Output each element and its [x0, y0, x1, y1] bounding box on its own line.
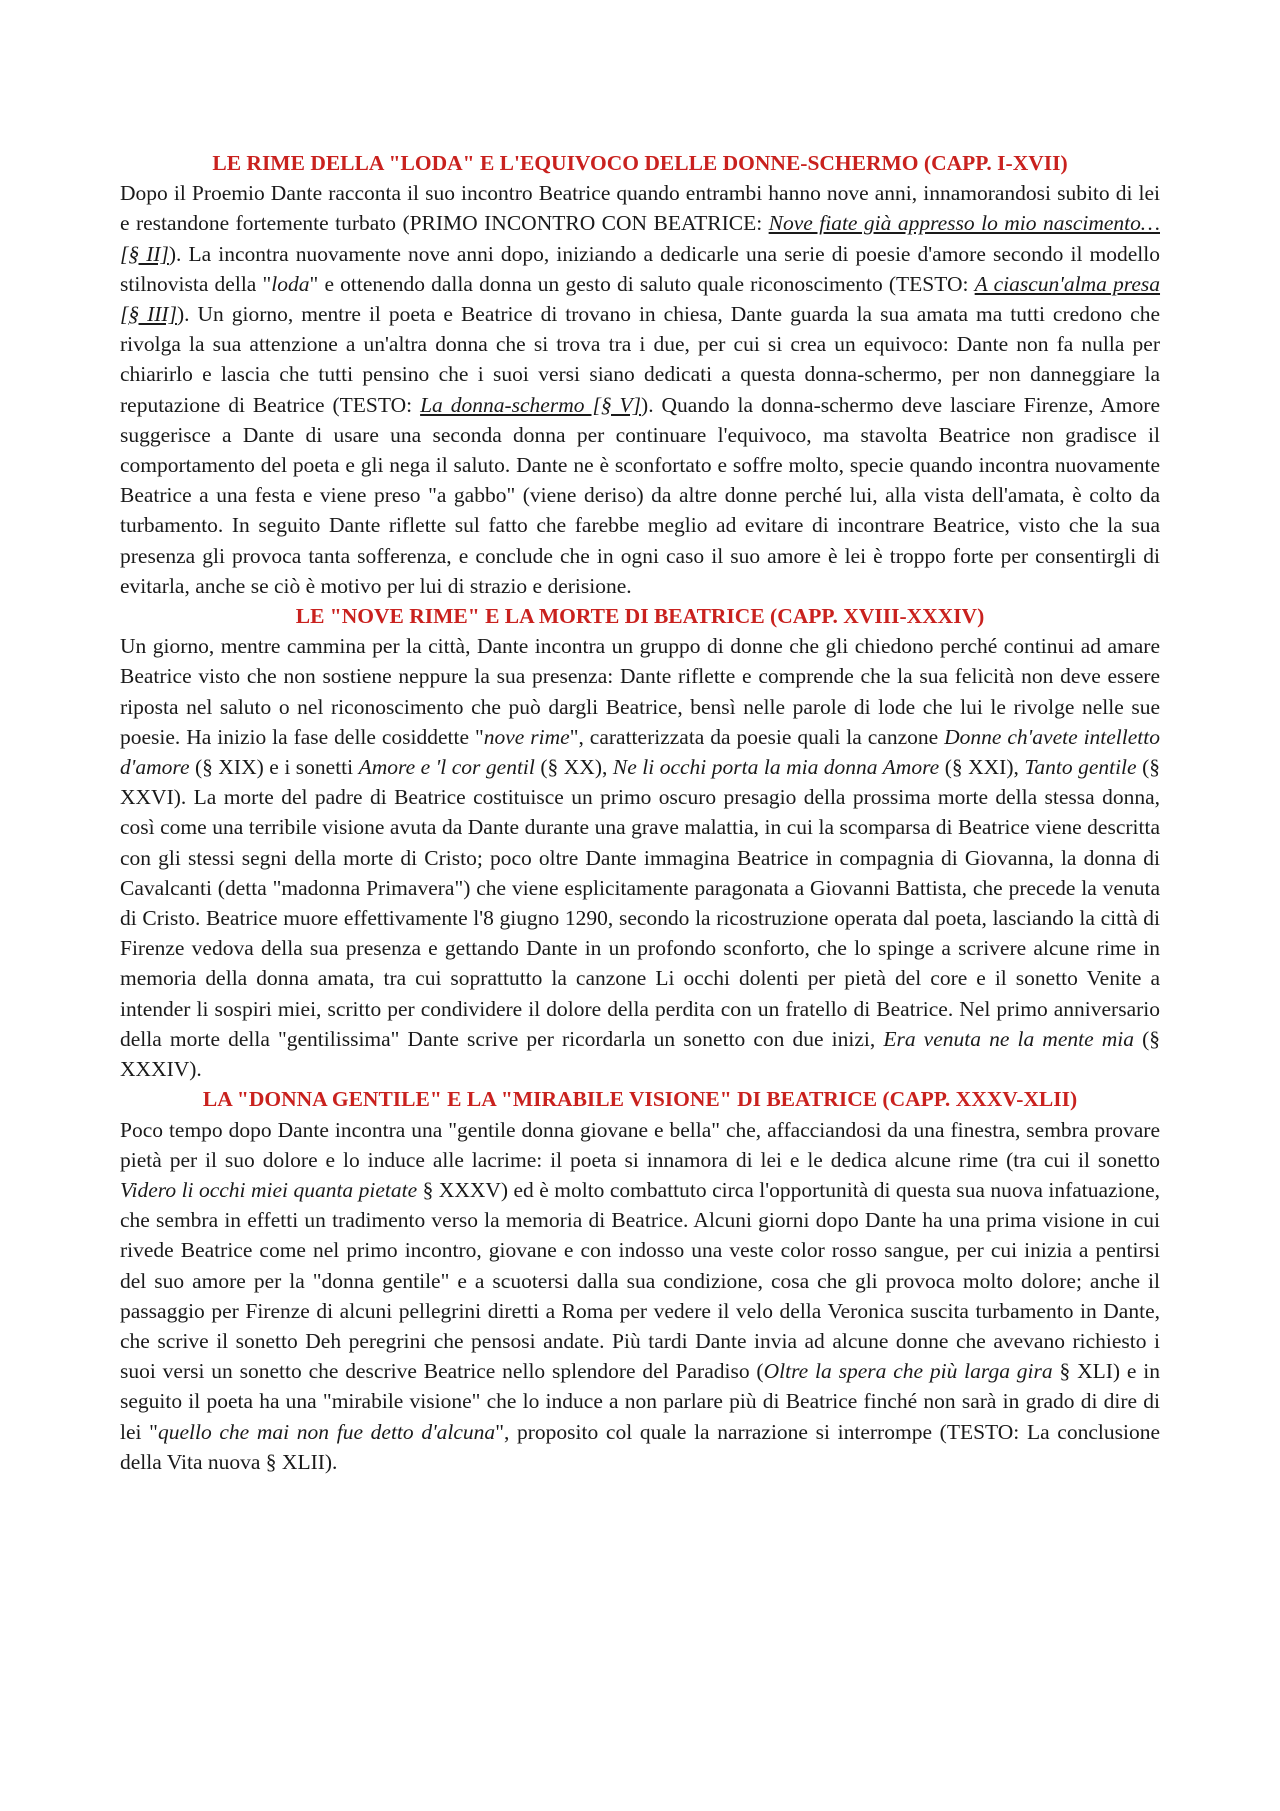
section-heading-1: LE RIME DELLA "LODA" E L'EQUIVOCO DELLE DONNE-SCHERMO (CAPP. I-XVII): [212, 151, 1068, 175]
section-paragraph-2: Un giorno, mentre cammina per la città, Dante incontra un gruppo di donne che gli chiedono perché continui ad amare Beatrice visto che non sostiene neppure la sua presenza: Dante riflette e comprende che la sua felicità non deve essere riposta nel saluto o nel riconoscimento che può dargli Beatrice, bensì nelle parole di lode che lui le rivolge nelle sue poesie. Ha inizio la fase delle cosiddette "nove rime", caratterizzata da poesie quali la canzone Donne ch'avete intelletto d'amore (§ XIX) e i sonetti Amore e 'l cor gentil (§ XX), Ne li occhi porta la mia donna Amore (§ XXI), Tanto gentile (§ XXVI). La morte del padre di Beatrice costituisce un primo oscuro presagio della prossima morte della stessa donna, così come una terribile visione avuta da Dante durante una grave malattia, in cui la scomparsa di Beatrice viene descritta con gli stessi segni della morte di Cristo; poco oltre Dante immagina Beatrice in compagnia di Giovanna, la donna di Cavalcanti (detta "madonna Primavera") che viene esplicitamente paragonata a Giovanni Battista, che precede la venuta di Cristo. Beatrice muore effettivamente l'8 giugno 1290, secondo la ricostruzione operata dal poeta, lasciando la città di Firenze vedova della sua presenza e gettando Dante in un profondo sconforto, che lo spinge a scrivere alcune rime in memoria della donna amata, tra cui soprattutto la canzone Li occhi dolenti per pietà del core e il sonetto Venite a intender li sospiri miei, scritto per condividere il dolore della perdita con un fratello di Beatrice. Nel primo anniversario della morte della "gentilissima" Dante scrive per ricordarla un sonetto con due inizi, Era venuta ne la mente mia (§ XXXIV).: [120, 634, 1160, 1082]
document-body: [120, 148, 1160, 1477]
text-link[interactable]: Nove fiate già appresso lo mio nascimento…[§ II]: [120, 211, 1160, 266]
text-link[interactable]: La donna-schermo [§ V]: [420, 392, 642, 417]
section-heading-2: LE "NOVE RIME" E LA MORTE DI BEATRICE (CAPP. XVIII-XXXIV): [295, 604, 985, 629]
section-paragraph-1: Dopo il Proemio Dante racconta il suo incontro Beatrice quando entrambi hanno nove anni, innamorandosi subito di lei e restandone fortemente turbato (PRIMO INCONTRO CON BEATRICE: Nove fiate già appresso lo mio nascimento…[§ II]). La incontra nuovamente nove anni dopo, iniziando a dedicarle una serie di poesie d'amore secondo il modello stilnovista della "loda" e ottenendo dalla donna un gesto di saluto quale riconoscimento (TESTO: A ciascun'alma presa [§ III]). Un giorno, mentre il poeta e Beatrice di trovano in chiesa, Dante guarda la sua amata ma tutti credono che rivolga la sua attenzione a un'altra donna che si trova tra i due, per cui si crea un equivoco: Dante non fa nulla per chiarirlo e lascia che tutti pensino che i suoi versi siano dedicati a questa donna-schermo, per non danneggiare la reputazione di Beatrice (TESTO: La donna-schermo [§ V]). Quando la donna-schermo deve lasciare Firenze, Amore suggerisce a Dante di usare una seconda donna per continuare l'equivoco, ma stavolta Beatrice non gradisce il comportamento del poeta e gli nega il saluto. Dante ne è sconfortato e soffre molto, specie quando incontra nuovamente Beatrice a una festa e viene preso "a gabbo" (viene deriso) da altre donne perché lui, alla vista dell'amata, è colto da turbamento. In seguito Dante riflette sul fatto che farebbe meglio ad evitare di incontrare Beatrice, visto che la sua presenza gli provoca tanta sofferenza, e conclude che in ogni caso il suo amore è lei è troppo forte per consentirgli di evitarla, anche se ciò è motivo per lui di strazio e derisione.: [120, 181, 1161, 598]
text-link[interactable]: A ciascun'alma presa [§ III]: [120, 271, 1161, 327]
section-heading-3: LA "DONNA GENTILE" E LA "MIRABILE VISIONE" DI BEATRICE (CAPP. XXXV-XLII): [202, 1087, 1078, 1112]
section-paragraph-3: Poco tempo dopo Dante incontra una "gentile donna giovane e bella" che, affacciandosi da una finestra, sembra provare pietà per il suo dolore e lo induce alle lacrime: il poeta si innamora di lei e le dedica alcune rime (tra cui il sonetto Videro li occhi miei quanta pietate § XXXV) ed è molto combattuto circa l'opportunità di questa sua nuova infatuazione, che sembra in effetti un tradimento verso la memoria di Beatrice. Alcuni giorni dopo Dante ha una prima visione in cui rivede Beatrice come nel primo incontro, giovane e con indosso una veste color rosso sangue, per cui inizia a pentirsi del suo amore per la "donna gentile" e a scuotersi dalla sua condizione, cosa che gli provoca molto dolore; anche il passaggio per Firenze di alcuni pellegrini diretti a Roma per vedere il velo della Veronica suscita turbamento in Dante, che scrive il sonetto Deh peregrini che pensosi andate. Più tardi Dante invia ad alcune donne che avevano richiesto i suoi versi un sonetto che descrive Beatrice nello splendore del Paradiso (Oltre la spera che più larga gira § XLI) e in seguito il poeta ha una "mirabile visione" che lo induce a non parlare più di Beatrice finché non sarà in grado di dire di lei "quello che mai non fue detto d'alcuna", proposito col quale la narrazione si interrompe (TESTO: La conclusione della Vita nuova § XLII).: [120, 1117, 1161, 1474]
